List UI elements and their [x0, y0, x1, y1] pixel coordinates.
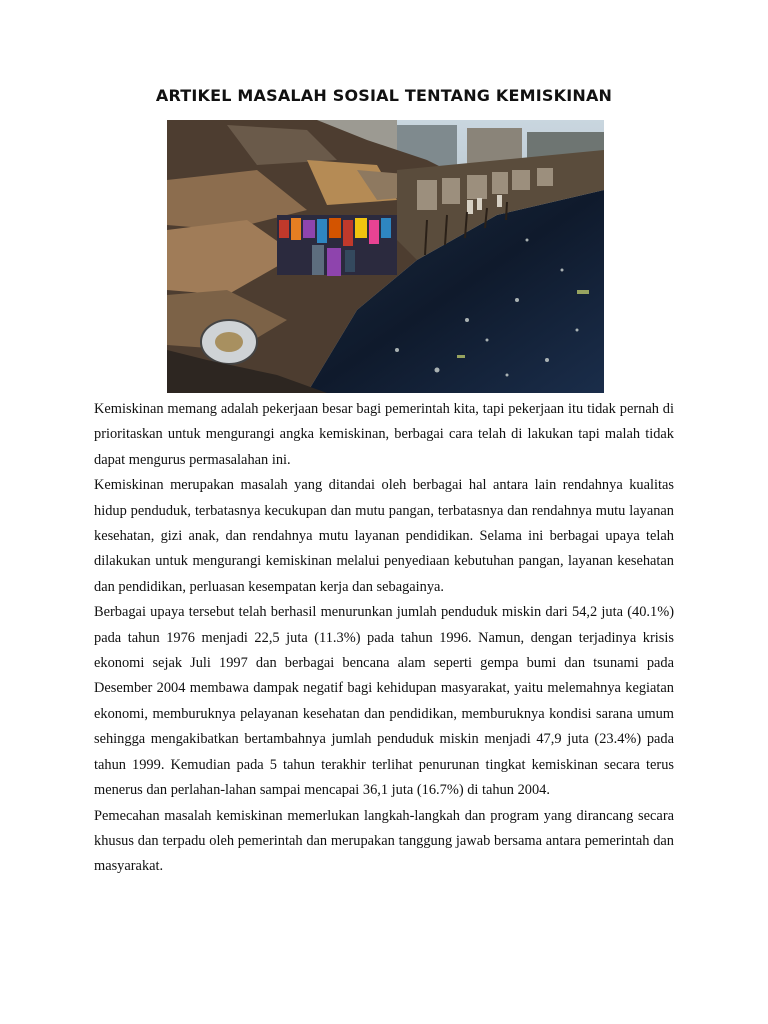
paragraph-3: Berbagai upaya tersebut telah berhasil menurunkan jumlah penduduk miskin dari 54,2 juta (40.1%) pada tahun 1976 menjadi 22,5 juta (11.3%) pada tahun 1996. Namun, dengan terjadinya krisis ekonomi sejak Juli 1997 dan berbagai bencana alam seperti gempa bumi dan tsunami pada Desember 2004 membawa dampak negatif bagi kehidupan masyarakat, yaitu melemahnya kegiatan ekonomi, memburuknya pelayanan kesehatan dan pendidikan, memburuknya kondisi sarana umum sehingga mengakibatkan bertambahnya jumlah penduduk miskin menjadi 47,9 juta (23.4%) pada tahun 1999. Kemudian pada 5 tahun terakhir terlihat penurunan tingkat kemiskinan secara terus menerus dan perlahan-lahan sampai mencapai 36,1 juta (16.7%) di tahun 2004.: [94, 604, 674, 799]
paragraph-1: Kemiskinan memang adalah pekerjaan besar bagi pemerintah kita, tapi pekerjaan itu tidak pernah di prioritaskan untuk mengurangi angka kemiskinan, berbagai cara telah di lakukan tapi malah tidak dapat mengurus permasalahan ini.: [94, 401, 674, 468]
article-body: [94, 397, 674, 880]
riverside-slum-photo: [167, 120, 604, 393]
document-title: ARTIKEL MASALAH SOSIAL TENTANG KEMISKINAN: [155, 86, 613, 105]
paragraph-2: Kemiskinan merupakan masalah yang ditandai oleh berbagai hal antara lain rendahnya kualitas hidup penduduk, terbatasnya kecukupan dan mutu pangan, terbatasnya dan rendahnya mutu layanan kesehatan, gizi anak, dan rendahnya mutu layanan pendidikan. Selama ini berbagai upaya telah dilakukan untuk mengurangi kemiskinan melalui penyediaan kebutuhan pangan, layanan kesehatan dan pendidikan, perluasan kesempatan kerja dan sebagainya.: [94, 477, 674, 595]
paragraph-4: Pemecahan masalah kemiskinan memerlukan langkah-langkah dan program yang dirancang secara khusus dan terpadu oleh pemerintah dan merupakan tanggung jawab bersama antara pemerintah dan masyarakat.: [94, 807, 674, 875]
